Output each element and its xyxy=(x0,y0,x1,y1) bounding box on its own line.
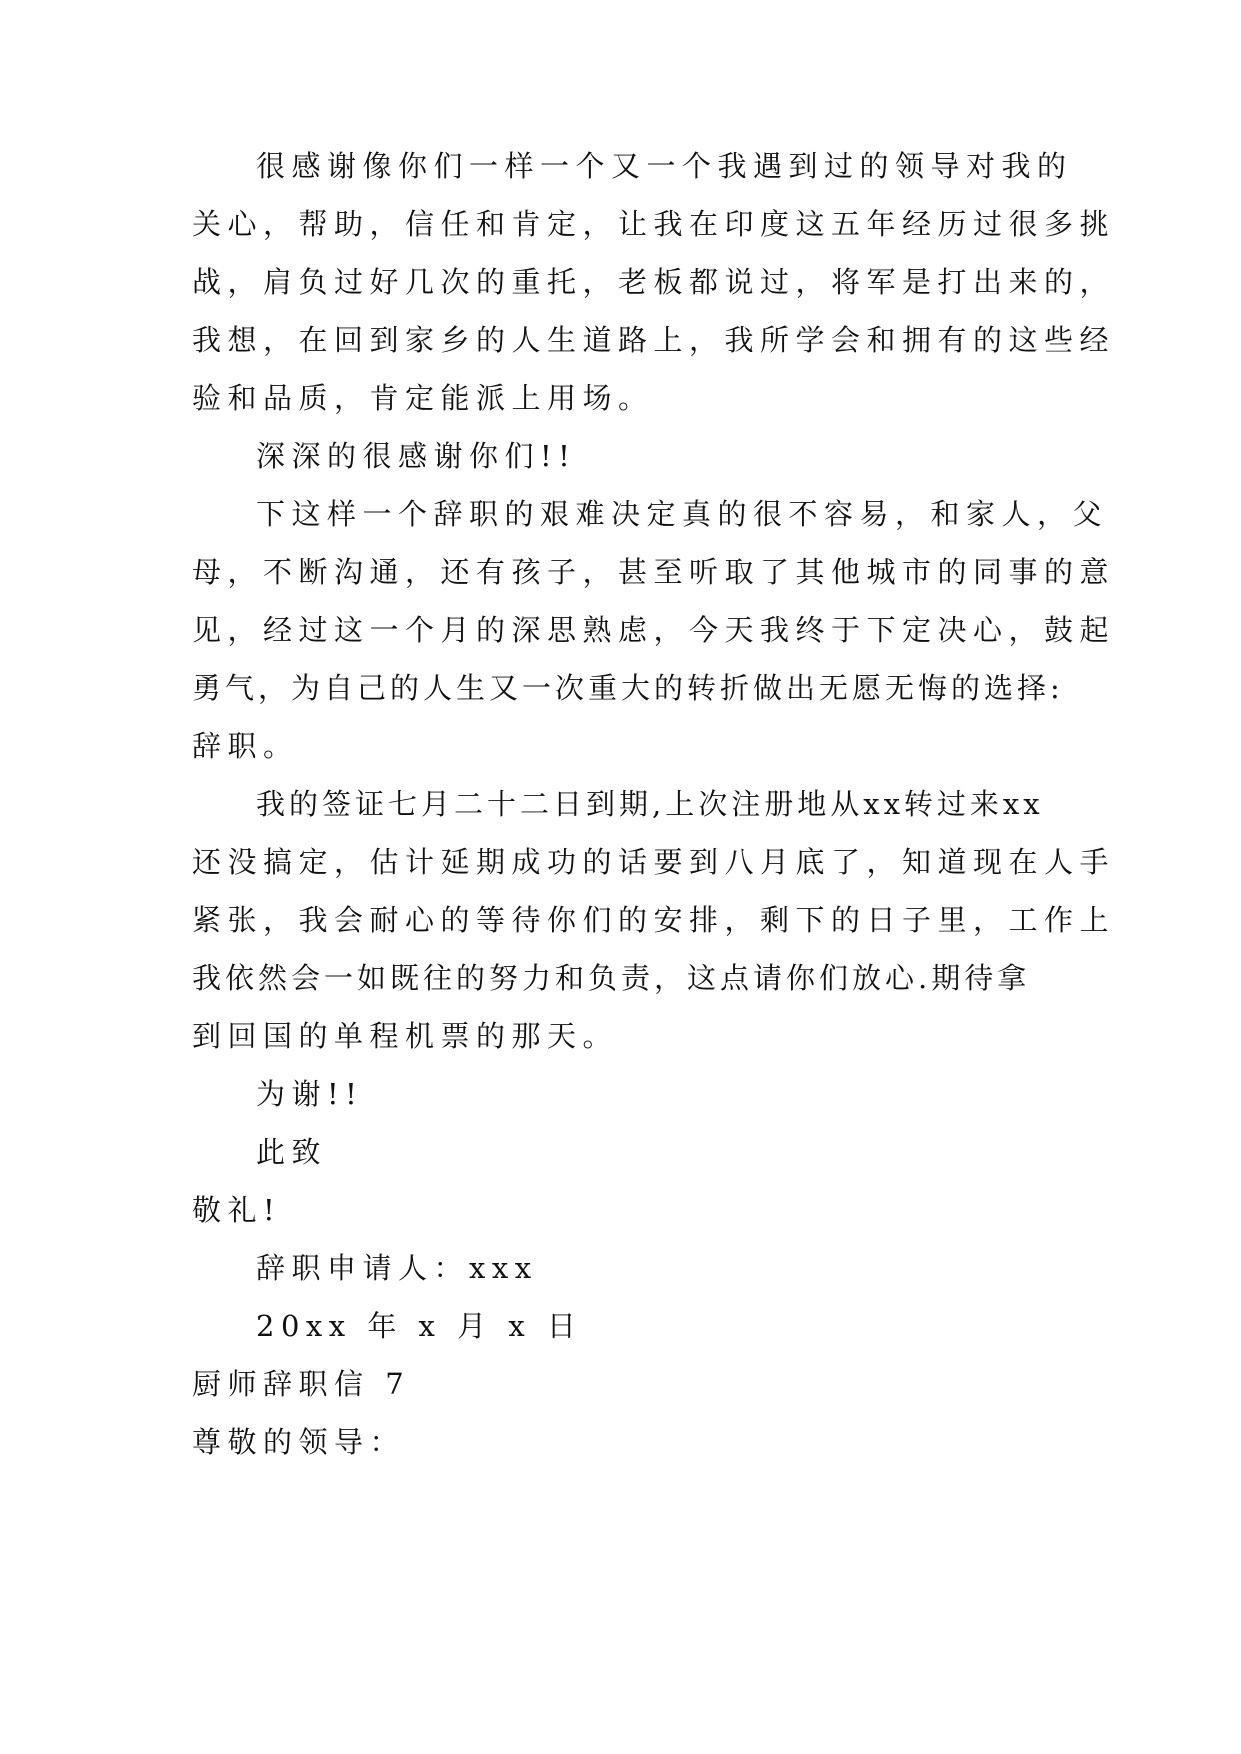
letter-greeting: 尊敬的领导： xyxy=(192,1425,406,1459)
paragraph-line: 验和品质，肯定能派上用场。 xyxy=(192,381,654,415)
paragraph-line: 很感谢像你们一样一个又一个我遇到过的领导对我的 xyxy=(256,149,1073,183)
paragraph-line: 我的签证七月二十二日到期,上次注册地从xx转过来xx xyxy=(256,787,1044,821)
signature-date: 20xx 年 x 月 x 日 xyxy=(256,1309,583,1343)
paragraph-line: 我依然会一如既往的努力和负责，这点请你们放心.期待拿 xyxy=(192,961,1031,995)
paragraph-line: 我想，在回到家乡的人生道路上，我所学会和拥有的这些经 xyxy=(192,323,1116,357)
paragraph-line: 勇气，为自己的人生又一次重大的转折做出无愿无悔的选择: xyxy=(192,671,1064,705)
paragraph-line: 战，肩负过好几次的重托，老板都说过，将军是打出来的， xyxy=(192,265,1116,299)
closing-salutation: 此致 xyxy=(256,1135,328,1169)
paragraph-line: 还没搞定，估计延期成功的话要到八月底了，知道现在人手 xyxy=(192,845,1116,879)
paragraph-line: 关心，帮助，信任和肯定，让我在印度这五年经历过很多挑 xyxy=(192,207,1116,241)
section-title: 厨师辞职信 7 xyxy=(192,1367,411,1401)
paragraph-line: 深深的很感谢你们!! xyxy=(256,439,577,473)
paragraph-line: 辞职。 xyxy=(192,729,299,763)
paragraph-line: 下这样一个辞职的艰难决定真的很不容易，和家人，父 xyxy=(256,497,1109,531)
signature-applicant: 辞职申请人：xxx xyxy=(256,1251,538,1285)
paragraph-line: 紧张，我会耐心的等待你们的安排，剩下的日子里，工作上 xyxy=(192,903,1116,937)
closing-thanks: 为谢!! xyxy=(256,1077,364,1111)
paragraph-line: 到回国的单程机票的那天。 xyxy=(192,1019,619,1053)
paragraph-line: 母，不断沟通，还有孩子，甚至听取了其他城市的同事的意 xyxy=(192,555,1116,589)
paragraph-line: 见，经过这一个月的深思熟虑，今天我终于下定决心，鼓起 xyxy=(192,613,1116,647)
closing-regards: 敬礼! xyxy=(192,1193,282,1227)
